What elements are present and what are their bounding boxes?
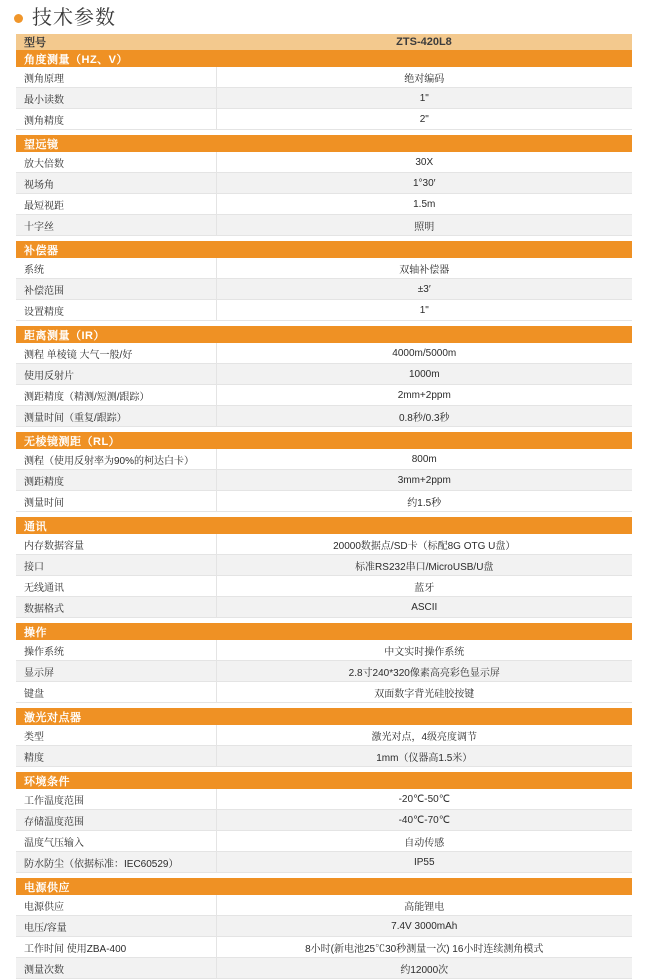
- table-row: [16, 88, 632, 109]
- section-header-row: [16, 50, 632, 67]
- spec-label: 温度气压输入: [16, 831, 216, 852]
- spec-value: 约12000次: [216, 958, 632, 979]
- spec-value: 4000m/5000m: [216, 343, 632, 364]
- spec-label: 补偿范围: [16, 279, 216, 300]
- table-row: [16, 470, 632, 491]
- spec-label: 测距精度: [16, 470, 216, 491]
- spec-value: 1°30′: [216, 173, 632, 194]
- table-row: [16, 958, 632, 979]
- table-row: [16, 385, 632, 406]
- table-row: [16, 852, 632, 873]
- spec-label: 系统: [16, 258, 216, 279]
- spec-value: -20℃-50℃: [216, 789, 632, 810]
- spec-label: 测量时间（重复/跟踪）: [16, 406, 216, 427]
- table-row: [16, 810, 632, 831]
- spec-value: 标准RS232串口/MicroUSB/U盘: [216, 555, 632, 576]
- spec-value: 自动传感: [216, 831, 632, 852]
- spec-label: 工作温度范围: [16, 789, 216, 810]
- spec-label: 精度: [16, 746, 216, 767]
- spec-label: 测程 单棱镜 大气一般/好: [16, 343, 216, 364]
- section-header-row: [16, 878, 632, 895]
- spec-label: 电源供应: [16, 895, 216, 916]
- spec-value: 1mm（仪器高1.5米）: [216, 746, 632, 767]
- spec-value: 800m: [216, 449, 632, 470]
- table-header-label: 型号: [16, 34, 216, 50]
- table-row: [16, 576, 632, 597]
- page-title-text: 技术参数: [32, 7, 116, 29]
- section-title: 通讯: [16, 517, 632, 534]
- table-row: [16, 746, 632, 767]
- spec-value: 2.8寸240*320像素高亮彩色显示屏: [216, 661, 632, 682]
- spec-value: 7.4V 3000mAh: [216, 916, 632, 937]
- table-row: [16, 109, 632, 130]
- spec-label: 放大倍数: [16, 152, 216, 173]
- spec-value: 2": [216, 109, 632, 130]
- section-header-row: [16, 432, 632, 449]
- table-row: [16, 725, 632, 746]
- section-header-row: [16, 241, 632, 258]
- spec-value: 3mm+2ppm: [216, 470, 632, 491]
- section-header-row: [16, 517, 632, 534]
- table-row: [16, 343, 632, 364]
- spec-label: 视场角: [16, 173, 216, 194]
- table-row: [16, 258, 632, 279]
- spec-label: 十字丝: [16, 215, 216, 236]
- spec-value: 0.8秒/0.3秒: [216, 406, 632, 427]
- table-row: [16, 937, 632, 958]
- table-row: [16, 173, 632, 194]
- table-row: [16, 300, 632, 321]
- table-row: [16, 661, 632, 682]
- spec-label: 存储温度范围: [16, 810, 216, 831]
- spec-label: 最短视距: [16, 194, 216, 215]
- spec-label: 测距精度（精测/短测/跟踪）: [16, 385, 216, 406]
- spec-value: 2mm+2ppm: [216, 385, 632, 406]
- section-header-row: [16, 326, 632, 343]
- table-row: [16, 67, 632, 88]
- section-header-row: [16, 708, 632, 725]
- table-row: [16, 895, 632, 916]
- spec-value: ±3′: [216, 279, 632, 300]
- spec-value: 激光对点，4级亮度调节: [216, 725, 632, 746]
- table-header-row: [16, 34, 632, 50]
- spec-label: 测角原理: [16, 67, 216, 88]
- spec-label: 操作系统: [16, 640, 216, 661]
- spec-label: 内存数据容量: [16, 534, 216, 555]
- spec-label: 无线通讯: [16, 576, 216, 597]
- bullet-icon: [14, 14, 23, 23]
- table-row: [16, 555, 632, 576]
- spec-value: 1": [216, 300, 632, 321]
- spec-value: 蓝牙: [216, 576, 632, 597]
- spec-label: 测角精度: [16, 109, 216, 130]
- section-header-row: [16, 623, 632, 640]
- spec-value: 照明: [216, 215, 632, 236]
- spec-label: 显示屏: [16, 661, 216, 682]
- spec-label: 类型: [16, 725, 216, 746]
- spec-table: [16, 34, 632, 979]
- section-title: 角度测量（HZ、V）: [16, 50, 632, 67]
- spec-value: 高能锂电: [216, 895, 632, 916]
- spec-label: 电压/容量: [16, 916, 216, 937]
- section-title: 距离测量（IR）: [16, 326, 632, 343]
- table-row: [16, 682, 632, 703]
- table-row: [16, 916, 632, 937]
- section-title: 电源供应: [16, 878, 632, 895]
- section-title: 环境条件: [16, 772, 632, 789]
- spec-value: 8小时(新电池25℃30秒测量一次) 16小时连续测角模式: [216, 937, 632, 958]
- section-title: 操作: [16, 623, 632, 640]
- spec-label: 最小读数: [16, 88, 216, 109]
- section-title: 补偿器: [16, 241, 632, 258]
- section-header-row: [16, 135, 632, 152]
- table-row: [16, 831, 632, 852]
- table-row: [16, 215, 632, 236]
- table-row: [16, 534, 632, 555]
- spec-label: 防水防尘（依据标准：IEC60529）: [16, 852, 216, 873]
- spec-value: 1.5m: [216, 194, 632, 215]
- spec-label: 测程（使用反射率为90%的柯达白卡）: [16, 449, 216, 470]
- table-row: [16, 597, 632, 618]
- spec-value: 约1.5秒: [216, 491, 632, 512]
- spec-value: 双面数字背光硅胶按键: [216, 682, 632, 703]
- table-row: [16, 406, 632, 427]
- section-title: 无棱镜测距（RL）: [16, 432, 632, 449]
- section-title: 激光对点器: [16, 708, 632, 725]
- spec-label: 测量时间: [16, 491, 216, 512]
- page-title: [0, 0, 646, 34]
- spec-label: 接口: [16, 555, 216, 576]
- spec-label: 测量次数: [16, 958, 216, 979]
- spec-value: 双轴补偿器: [216, 258, 632, 279]
- spec-value: 1000m: [216, 364, 632, 385]
- table-header-value: ZTS-420L8: [216, 34, 632, 50]
- spec-label: 数据格式: [16, 597, 216, 618]
- spec-label: 工作时间 使用ZBA-400: [16, 937, 216, 958]
- table-row: [16, 194, 632, 215]
- spec-value: 30X: [216, 152, 632, 173]
- table-row: [16, 279, 632, 300]
- spec-value: IP55: [216, 852, 632, 873]
- spec-label: 设置精度: [16, 300, 216, 321]
- section-header-row: [16, 772, 632, 789]
- spec-value: ASCII: [216, 597, 632, 618]
- spec-value: 中文实时操作系统: [216, 640, 632, 661]
- spec-value: 绝对编码: [216, 67, 632, 88]
- spec-value: 1": [216, 88, 632, 109]
- table-row: [16, 491, 632, 512]
- table-row: [16, 364, 632, 385]
- table-row: [16, 449, 632, 470]
- spec-value: 20000数据点/SD卡（标配8G OTG U盘）: [216, 534, 632, 555]
- table-row: [16, 789, 632, 810]
- section-title: 望远镜: [16, 135, 632, 152]
- spec-value: -40℃-70℃: [216, 810, 632, 831]
- spec-label: 使用反射片: [16, 364, 216, 385]
- table-row: [16, 640, 632, 661]
- table-row: [16, 152, 632, 173]
- spec-label: 键盘: [16, 682, 216, 703]
